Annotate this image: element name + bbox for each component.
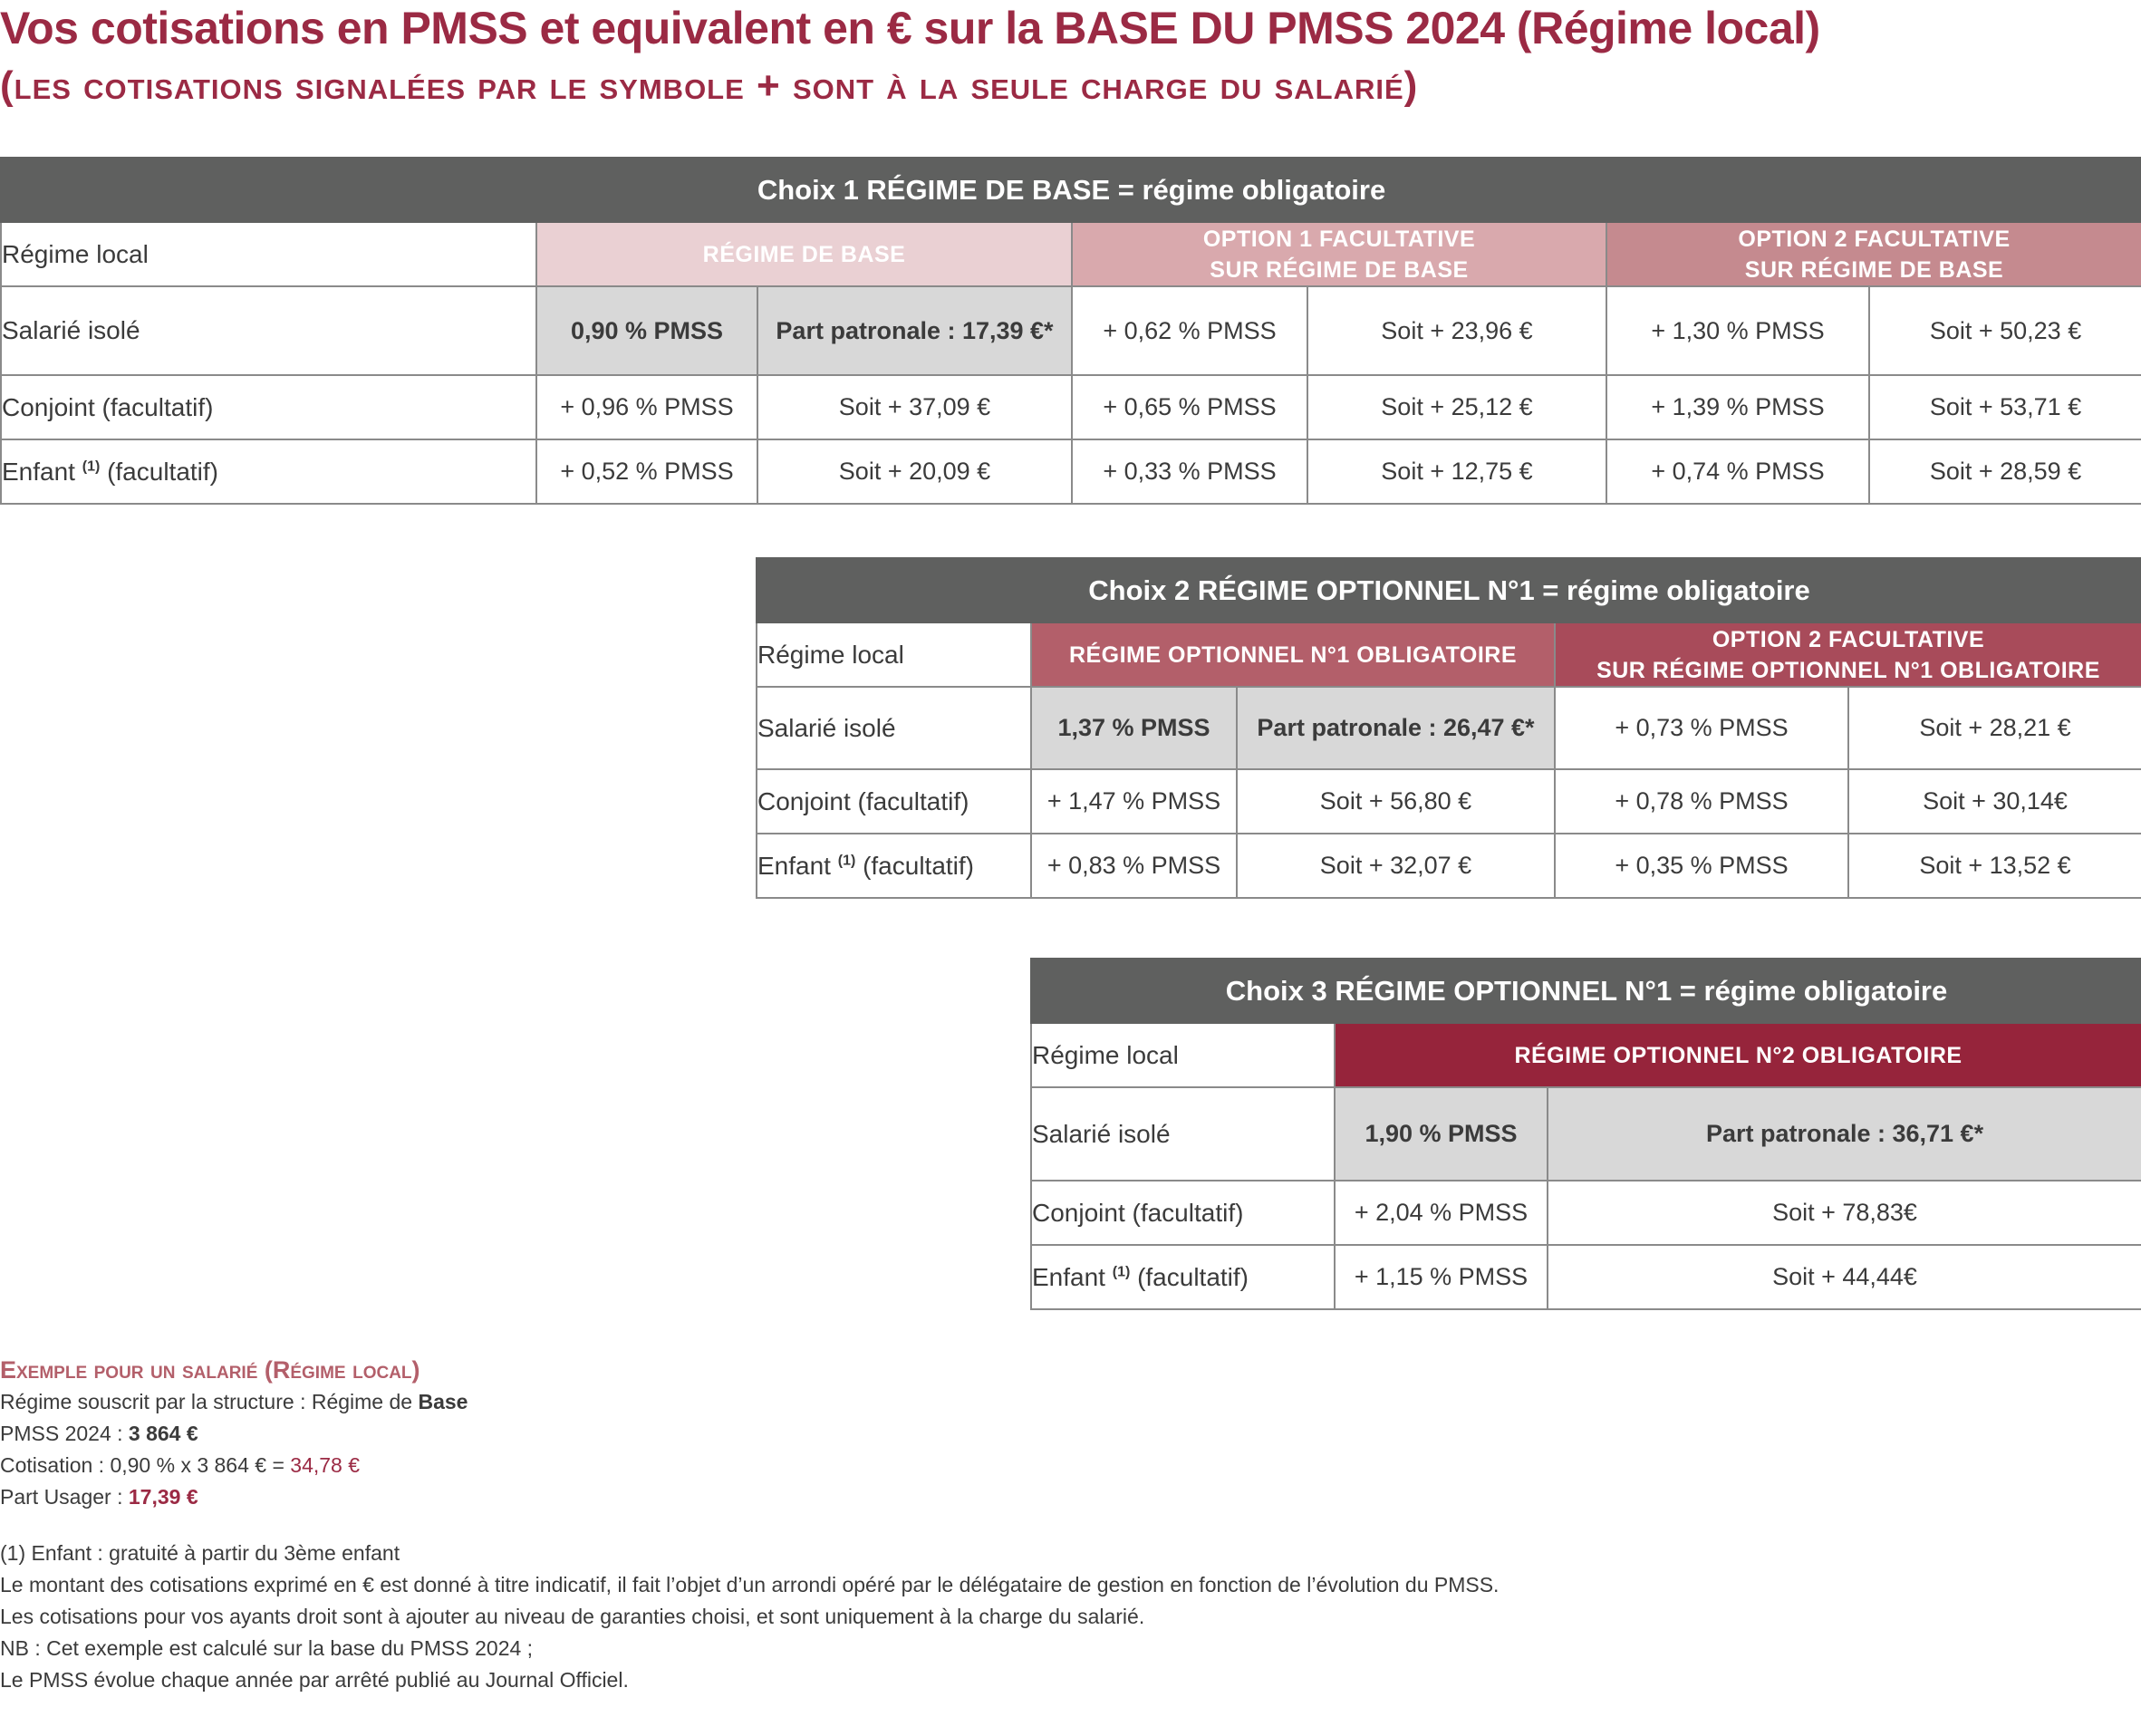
cell-value: + 0,83 % PMSS: [1031, 834, 1237, 898]
cell-value: + 0,96 % PMSS: [536, 375, 757, 439]
choix3-title: Choix 3 RÉGIME OPTIONNEL N°1 = régime obligatoire: [1031, 959, 2141, 1023]
table-row: [1, 375, 2141, 439]
row-label: Enfant $^{(1)}$ (facultatif): [757, 834, 1031, 898]
cell-value: Soit + 44,44€: [1548, 1245, 2141, 1309]
row-label: Enfant $^{(1)}$ (facultatif): [1031, 1245, 1335, 1309]
choix2-corner: Régime local: [757, 622, 1031, 687]
cell-value: 0,90 % PMSS: [536, 286, 757, 375]
cell-value: Soit + 50,23 €: [1869, 286, 2141, 375]
choix2-title: Choix 2 RÉGIME OPTIONNEL N°1 = régime obligatoire: [757, 558, 2141, 622]
cell-value: + 0,33 % PMSS: [1072, 439, 1307, 504]
example-title: Exemple pour un salarié (Régime local): [0, 1356, 420, 1384]
table-row: [1, 439, 2141, 504]
row-label: Conjoint (facultatif): [1, 375, 536, 439]
cell-value: + 0,74 % PMSS: [1606, 439, 1869, 504]
cell-value: Soit + 78,83€: [1548, 1181, 2141, 1245]
cell-value: + 1,15 % PMSS: [1335, 1245, 1548, 1309]
choix1-corner: Régime local: [1, 222, 536, 286]
page-title: Vos cotisations en PMSS et equivalent en € sur la BASE DU PMSS 2024 (Régime local): [0, 3, 1820, 53]
row-label: Conjoint (facultatif): [757, 769, 1031, 834]
cell-value: Part patronale : 17,39 €*: [757, 286, 1072, 375]
example-line: PMSS 2024 : 3 864 €: [0, 1422, 198, 1445]
choix3-band-main: RÉGIME OPTIONNEL N°2 OBLIGATOIRE: [1335, 1023, 2141, 1087]
footnote-line: Les cotisations pour vos ayants droit sont à ajouter au niveau de garanties choisi, et sont uniquement à la charge du salarié.: [0, 1605, 1145, 1628]
cell-value: Soit + 30,14€: [1848, 769, 2141, 834]
choix1-band-option1: OPTION 1 FACULTATIVE SUR RÉGIME DE BASE: [1072, 222, 1606, 286]
footnote-line: (1) Enfant : gratuité à partir du 3ème enfant: [0, 1541, 400, 1565]
choix2-band-main: RÉGIME OPTIONNEL N°1 OBLIGATOIRE: [1031, 622, 1555, 687]
footnote-line: Le montant des cotisations exprimé en € est donné à titre indicatif, il fait l’objet d’un arrondi opéré par le délégataire de gestion en fonction de l’évolution du PMSS.: [0, 1573, 1500, 1596]
cell-value: Soit + 53,71 €: [1869, 375, 2141, 439]
choix1-title: Choix 1 RÉGIME DE BASE = régime obligatoire: [1, 158, 2141, 222]
cell-value: Part patronale : 26,47 €*: [1237, 687, 1555, 769]
row-label: Salarié isolé: [1, 286, 536, 375]
cell-value: + 1,39 % PMSS: [1606, 375, 1869, 439]
table-row: [1031, 1087, 2141, 1181]
choix1-band-base: RÉGIME DE BASE: [536, 222, 1072, 286]
cell-value: Soit + 32,07 €: [1237, 834, 1555, 898]
choix1-band-option2: OPTION 2 FACULTATIVE SUR RÉGIME DE BASE: [1606, 222, 2141, 286]
cell-value: + 0,73 % PMSS: [1555, 687, 1848, 769]
table-row: [1, 286, 2141, 375]
cell-value: Soit + 12,75 €: [1307, 439, 1606, 504]
table-row: [757, 834, 2141, 898]
row-label: Salarié isolé: [1031, 1087, 1335, 1181]
table-row: [757, 687, 2141, 769]
table-row: [757, 769, 2141, 834]
cell-value: + 2,04 % PMSS: [1335, 1181, 1548, 1245]
cell-value: + 0,65 % PMSS: [1072, 375, 1307, 439]
cell-value: + 0,52 % PMSS: [536, 439, 757, 504]
row-label: Enfant $^{(1)}$ (facultatif): [1, 439, 536, 504]
footnotes: [0, 1538, 1499, 1696]
choix2-band-option: OPTION 2 FACULTATIVE SUR RÉGIME OPTIONNEL N°1 OBLIGATOIRE: [1555, 622, 2141, 687]
cell-value: + 0,35 % PMSS: [1555, 834, 1848, 898]
example-line: Cotisation : 0,90 % x 3 864 € = 34,78 €: [0, 1453, 361, 1477]
cell-value: Soit + 28,59 €: [1869, 439, 2141, 504]
footnote-line: NB : Cet exemple est calculé sur la base du PMSS 2024 ;: [0, 1636, 534, 1660]
cell-value: 1,90 % PMSS: [1335, 1087, 1548, 1181]
choix1-table: [0, 157, 2141, 505]
cell-value: Soit + 28,21 €: [1848, 687, 2141, 769]
cell-value: Soit + 20,09 €: [757, 439, 1072, 504]
cell-value: + 1,30 % PMSS: [1606, 286, 1869, 375]
footnote-line: Le PMSS évolue chaque année par arrêté publié au Journal Officiel.: [0, 1668, 629, 1692]
choix2-table: [756, 557, 2141, 899]
example-line: Part Usager : 17,39 €: [0, 1485, 198, 1509]
row-label: Salarié isolé: [757, 687, 1031, 769]
table-row: [1031, 1245, 2141, 1309]
cell-value: + 0,78 % PMSS: [1555, 769, 1848, 834]
cell-value: Part patronale : 36,71 €*: [1548, 1087, 2141, 1181]
choix3-corner: Régime local: [1031, 1023, 1335, 1087]
example-block: [0, 1355, 468, 1513]
cell-value: Soit + 25,12 €: [1307, 375, 1606, 439]
cell-value: Soit + 37,09 €: [757, 375, 1072, 439]
cell-value: Soit + 13,52 €: [1848, 834, 2141, 898]
example-line: Régime souscrit par la structure : Régime de Base: [0, 1390, 468, 1413]
cell-value: + 1,47 % PMSS: [1031, 769, 1237, 834]
page-subtitle: (les cotisations signalées par le symbole + sont à la seule charge du salarié): [0, 63, 1419, 108]
row-label: Conjoint (facultatif): [1031, 1181, 1335, 1245]
choix3-table: [1030, 958, 2141, 1310]
table-row: [1031, 1181, 2141, 1245]
cell-value: + 0,62 % PMSS: [1072, 286, 1307, 375]
cell-value: Soit + 23,96 €: [1307, 286, 1606, 375]
cell-value: 1,37 % PMSS: [1031, 687, 1237, 769]
cell-value: Soit + 56,80 €: [1237, 769, 1555, 834]
